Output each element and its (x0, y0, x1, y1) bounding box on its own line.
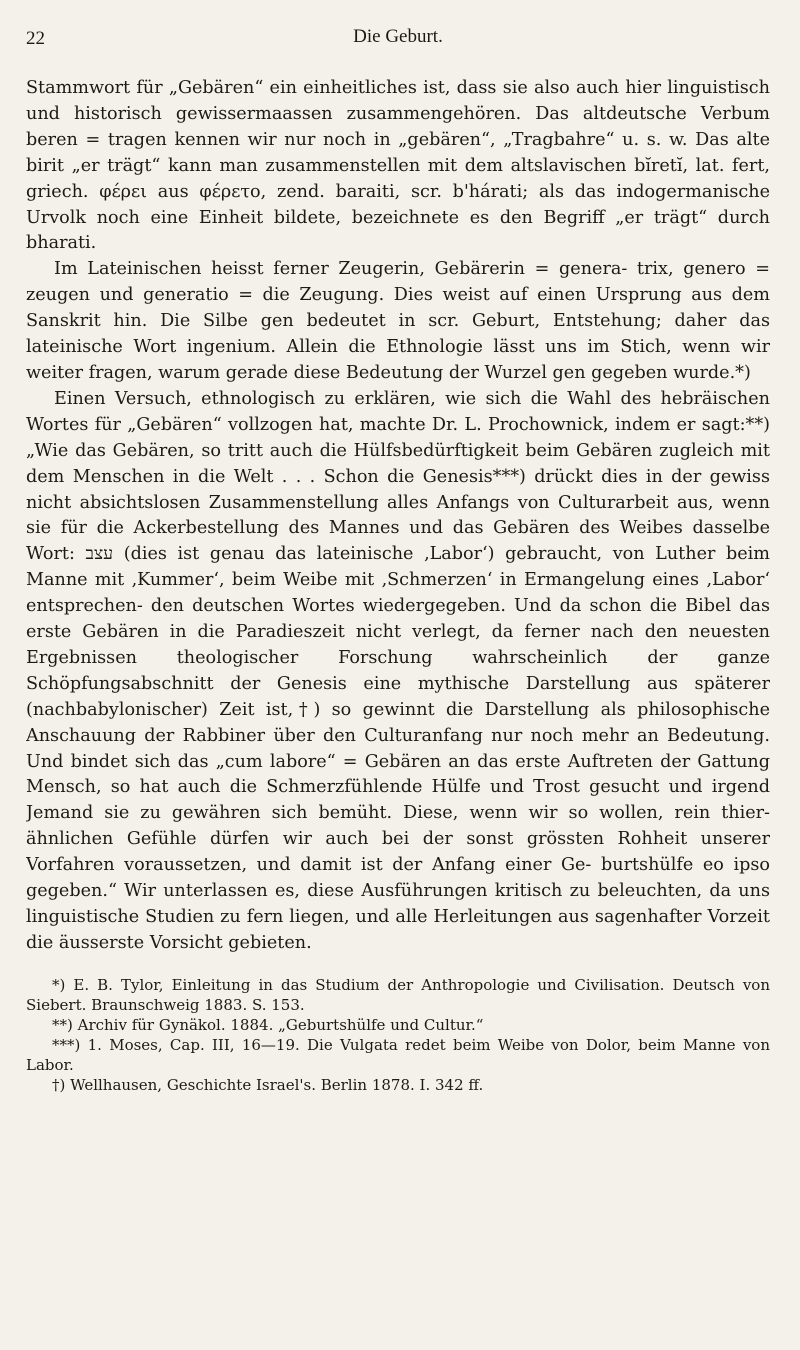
footnote-wellhausen: †) Wellhausen, Geschichte Israel's. Berlin 1878. I. 342 ff. (52, 1075, 484, 1094)
running-title: Die Geburt. (353, 26, 443, 47)
paragraph-continuation: Stammwort für „Gebären“ ein einheitliches ist, dass sie also auch hier linguistisch und historisch gewissermaassen zusammengehören. Das altdeutsche Verbum beren = tragen kennen wir nur noch in „gebären“, „Tragbahre“ u. s. w. Das alte birit „er trägt“ kann man zusammenstellen mit dem altslavischen bĭretĭ, lat. fert, griech. φέρει aus φέρετο, zend. baraiti, scr. b'hárati; als das indogermanische Urvolk noch eine Einheit bildete, bezeichnete es den Begriff „er trägt“ durch bharati. (26, 78, 770, 254)
footnote-moses: ***) 1. Moses, Cap. III, 16—19. Die Vulgata redet beim Weibe von Dolor, beim Manne von Labor. (26, 1035, 770, 1074)
paragraph-latin: Im Lateinischen heisst ferner Zeugerin, Gebärerin = genera- trix, genero = zeugen und generatio = die Zeugung. Dies weist auf einen Ursprung aus dem Sanskrit hin. Die Silbe gen bedeutet in scr. Geburt, Entstehung; daher das lateinische Wort ingenium. Allein die Ethnologie lässt uns im Stich, wenn wir weiter fragen, warum gerade diese Bedeutung der Wurzel gen gegeben wurde.*) (26, 259, 770, 383)
paragraph-hebrew: Einen Versuch, ethnologisch zu erklären, wie sich die Wahl des hebräischen Wortes für „Gebären“ vollzogen hat, machte Dr. L. Prochownick, indem er sagt:**) „Wie das Gebären, so tritt auch die Hülfsbedürftigkeit beim Gebären zugleich mit dem Menschen in die Welt . . . Schon die Genesis***) drückt dies in der gewiss nicht absichtslosen Zusammenstellung alles Anfangs von Culturarbeit aus, wenn sie für die Ackerbestellung des Mannes und das Gebären des Weibes dasselbe Wort: עצב (dies ist genau das lateinische ‚Labor‘) gebraucht, von Luther beim Manne mit ‚Kummer‘, beim Weibe mit ‚Schmerzen‘ in Ermangelung eines ‚Labor‘ entsprechen- den deutschen Wortes wiedergegeben. Und da schon die Bibel das erste Gebären in die Paradieszeit nicht verlegt, da ferner nach den neuesten Ergebnissen theologischer Forschung wahrscheinlich der ganze Schöpfungsabschnitt der Genesis eine mythische Darstellung aus späterer (nachbabylonischer) Zeit ist,†) so gewinnt die Darstellung als philosophische Anschauung der Rabbiner über den Culturanfang nur noch mehr an Bedeutung. Und bindet sich das „cum labore“ = Gebären an das erste Auftreten der Gattung Mensch, so hat auch die Schmerzfühlende Hülfe und Trost gesucht und irgend Jemand sie zu gewähren sich bemüht. Diese, wenn wir so wollen, rein thier- ähnlichen Gefühle dürfen wir auch bei der sonst grössten Rohheit unserer Vorfahren voraussetzen, und damit ist der Anfang einer Ge- burtshülfe eo ipso gegeben.“ Wir unterlassen es, diese Ausführungen kritisch zu beleuchten, da uns linguistische Studien zu fern liegen, und alle Herleitungen aus sagenhafter Vorzeit die äusserste Vorsicht gebieten. (26, 388, 770, 953)
book-page (26, 26, 770, 1326)
page-number: 22 (26, 28, 45, 49)
page-header (26, 26, 770, 62)
footnote-archiv: **) Archiv für Gynäkol. 1884. „Geburtshülfe und Cultur.“ (52, 1015, 484, 1034)
main-text (26, 76, 770, 957)
footnote-tylor: *) E. B. Tylor, Einleitung in das Studium der Anthropologie und Civilisation. Deutsch von Siebert. Braunschweig 1883. S. 153. (26, 975, 770, 1014)
footnotes (26, 975, 770, 1095)
